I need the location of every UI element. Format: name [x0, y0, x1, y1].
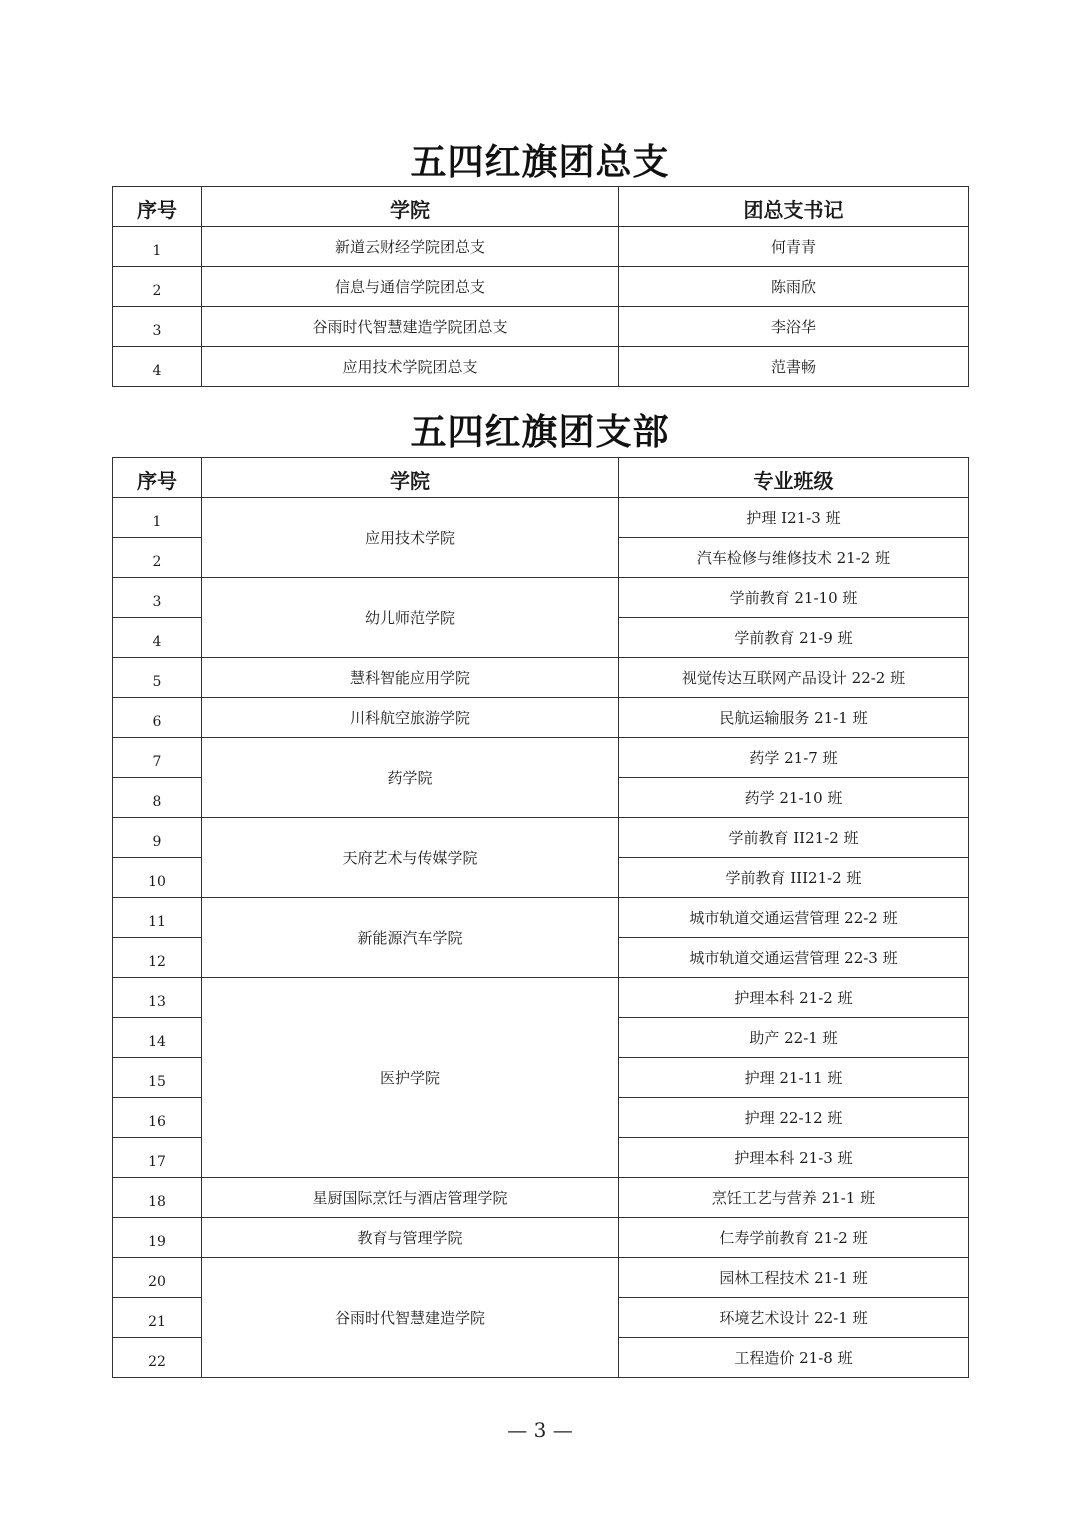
- row-index: 14: [113, 1018, 202, 1058]
- college-name: 应用技术学院团总支: [202, 347, 619, 387]
- class-name: 视觉传达互联网产品设计 22-2 班: [619, 658, 969, 698]
- row-index: 19: [113, 1218, 202, 1258]
- college-name: 医护学院: [202, 978, 619, 1178]
- row-index: 2: [113, 538, 202, 578]
- class-name: 学前教育 21-10 班: [619, 578, 969, 618]
- row-index: 10: [113, 858, 202, 898]
- row-index: 7: [113, 738, 202, 778]
- section1-title: 五四红旗团总支: [410, 142, 670, 183]
- table-row: [113, 1218, 969, 1258]
- table-row: [113, 307, 969, 347]
- class-name: 助产 22-1 班: [619, 1018, 969, 1058]
- secretary-name: 陈雨欣: [619, 267, 969, 307]
- class-name: 护理 I21-3 班: [619, 498, 969, 538]
- class-name: 护理 22-12 班: [619, 1098, 969, 1138]
- class-name: 药学 21-7 班: [619, 738, 969, 778]
- secretary-name: 李浴华: [619, 307, 969, 347]
- class-name: 汽车检修与维修技术 21-2 班: [619, 538, 969, 578]
- row-index: 4: [113, 618, 202, 658]
- college-name: 谷雨时代智慧建造学院: [202, 1258, 619, 1378]
- row-index: 2: [113, 267, 202, 307]
- college-name: 天府艺术与传媒学院: [202, 818, 619, 898]
- row-index: 13: [113, 978, 202, 1018]
- table-row: [113, 898, 969, 938]
- row-index: 17: [113, 1138, 202, 1178]
- college-name: 教育与管理学院: [202, 1218, 619, 1258]
- table-row: [113, 347, 969, 387]
- league-branch-table: [112, 457, 969, 1378]
- table-row: [113, 738, 969, 778]
- row-index: 5: [113, 658, 202, 698]
- row-index: 18: [113, 1178, 202, 1218]
- class-name: 工程造价 21-8 班: [619, 1338, 969, 1378]
- class-name: 药学 21-10 班: [619, 778, 969, 818]
- page-number: — 3 —: [507, 1418, 573, 1442]
- table-row: [113, 658, 969, 698]
- table-header-row: [113, 458, 969, 498]
- branch-table: [112, 186, 969, 387]
- class-name: 学前教育 21-9 班: [619, 618, 969, 658]
- secretary-name: 范書畅: [619, 347, 969, 387]
- college-name: 药学院: [202, 738, 619, 818]
- row-index: 22: [113, 1338, 202, 1378]
- table-row: [113, 267, 969, 307]
- row-index: 3: [113, 578, 202, 618]
- table-row: [113, 1178, 969, 1218]
- class-name: 城市轨道交通运营管理 22-3 班: [619, 938, 969, 978]
- class-name: 环境艺术设计 22-1 班: [619, 1298, 969, 1338]
- class-name: 城市轨道交通运营管理 22-2 班: [619, 898, 969, 938]
- college-name: 川科航空旅游学院: [202, 698, 619, 738]
- row-index: 21: [113, 1298, 202, 1338]
- row-index: 8: [113, 778, 202, 818]
- table-header-row: [113, 187, 969, 227]
- header-college: 学院: [202, 187, 619, 227]
- class-name: 学前教育 III21-2 班: [619, 858, 969, 898]
- class-name: 民航运输服务 21-1 班: [619, 698, 969, 738]
- table-row: [113, 978, 969, 1018]
- college-name: 星厨国际烹饪与酒店管理学院: [202, 1178, 619, 1218]
- class-name: 烹饪工艺与营养 21-1 班: [619, 1178, 969, 1218]
- row-index: 6: [113, 698, 202, 738]
- table-row: [113, 698, 969, 738]
- row-index: 12: [113, 938, 202, 978]
- row-index: 1: [113, 227, 202, 267]
- class-name: 仁寿学前教育 21-2 班: [619, 1218, 969, 1258]
- row-index: 11: [113, 898, 202, 938]
- row-index: 3: [113, 307, 202, 347]
- college-name: 新能源汽车学院: [202, 898, 619, 978]
- table-row: [113, 578, 969, 618]
- header-college: 学院: [202, 458, 619, 498]
- table-row: [113, 818, 969, 858]
- header-index: 序号: [113, 458, 202, 498]
- college-name: 应用技术学院: [202, 498, 619, 578]
- table-row: [113, 227, 969, 267]
- table-row: [113, 498, 969, 538]
- table-row: [113, 1258, 969, 1298]
- row-index: 20: [113, 1258, 202, 1298]
- row-index: 9: [113, 818, 202, 858]
- row-index: 15: [113, 1058, 202, 1098]
- college-name: 幼儿师范学院: [202, 578, 619, 658]
- header-secretary: 团总支书记: [619, 187, 969, 227]
- class-name: 园林工程技术 21-1 班: [619, 1258, 969, 1298]
- header-index: 序号: [113, 187, 202, 227]
- college-name: 信息与通信学院团总支: [202, 267, 619, 307]
- row-index: 1: [113, 498, 202, 538]
- class-name: 护理本科 21-2 班: [619, 978, 969, 1018]
- row-index: 16: [113, 1098, 202, 1138]
- row-index: 4: [113, 347, 202, 387]
- class-name: 学前教育 II21-2 班: [619, 818, 969, 858]
- secretary-name: 何青青: [619, 227, 969, 267]
- college-name: 谷雨时代智慧建造学院团总支: [202, 307, 619, 347]
- header-class: 专业班级: [619, 458, 969, 498]
- class-name: 护理本科 21-3 班: [619, 1138, 969, 1178]
- college-name: 新道云财经学院团总支: [202, 227, 619, 267]
- college-name: 慧科智能应用学院: [202, 658, 619, 698]
- section2-title: 五四红旗团支部: [410, 412, 670, 453]
- class-name: 护理 21-11 班: [619, 1058, 969, 1098]
